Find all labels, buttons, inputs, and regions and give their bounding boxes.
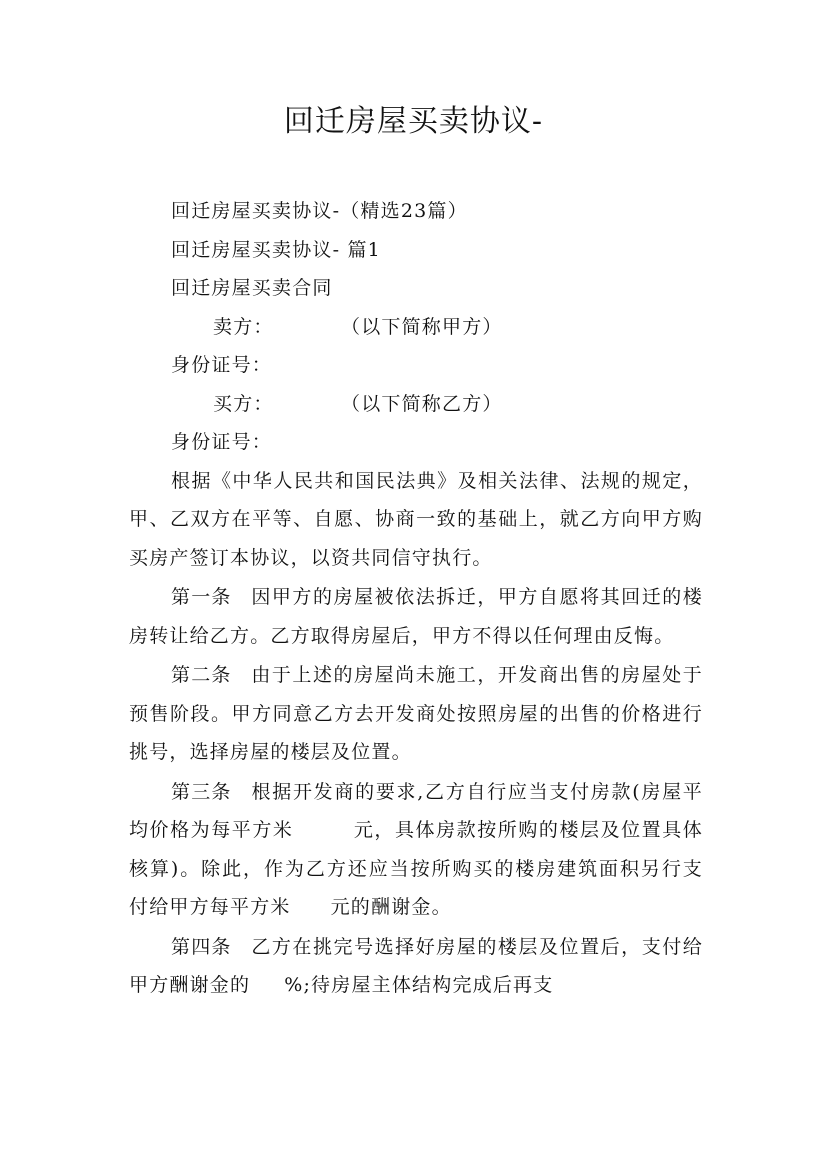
document-subtitle: 回迁房屋买卖协议-（精选23篇） bbox=[171, 200, 468, 222]
article-2-number: 第二条 bbox=[171, 664, 232, 686]
article-2-text: 由于上述的房屋尚未施工，开发商出售的房屋处于预售阶段。甲方同意乙方去开发商处按照房屋的出售的价格进行挑号，选择房屋的楼层及位置。 bbox=[129, 664, 703, 763]
article-3-text-part3: 元的酬谢金。 bbox=[330, 896, 452, 918]
article-3 bbox=[129, 773, 703, 927]
article-3-text-part2: 元，具体房款按所购的楼层及位置具体核算)。除此，作为乙方还应当按所购买的楼房建筑面积另行支付给甲方每平方米 bbox=[129, 819, 703, 918]
article-4 bbox=[129, 928, 703, 1005]
buyer-line bbox=[129, 385, 703, 424]
article-2 bbox=[129, 656, 703, 772]
article-4-text-part1: 乙方在挑完号选择好房屋的楼层及位置后，支付给甲方酬谢金的 bbox=[129, 935, 703, 996]
article-3-number: 第三条 bbox=[171, 780, 232, 803]
article-1 bbox=[129, 578, 703, 655]
article-4-number: 第四条 bbox=[171, 935, 232, 958]
document-title: 回迁房屋买卖协议- bbox=[283, 104, 544, 139]
seller-note: （以下简称甲方） bbox=[341, 315, 503, 338]
document-body bbox=[129, 192, 703, 1005]
buyer-label: 买方： bbox=[213, 392, 274, 415]
buyer-note: （以下简称乙方） bbox=[341, 392, 503, 415]
buyer-id-label: 身份证号： bbox=[171, 431, 273, 453]
article-1-text: 因甲方的房屋被依法拆迁，甲方自愿将其回迁的楼房转让给乙方。乙方取得房屋后，甲方不得以任何理由反悔。 bbox=[129, 586, 703, 647]
article-3-text-part1: 根据开发商的要求,乙方自行应当支付房款(房屋平均价格为每平方米 bbox=[129, 780, 703, 841]
seller-line bbox=[129, 308, 703, 347]
article-4-text-part2: %;待房屋主体结构完成后再支 bbox=[284, 974, 554, 996]
section-heading: 回迁房屋买卖协议- 篇1 bbox=[171, 238, 381, 261]
seller-label: 卖方： bbox=[213, 315, 274, 338]
contract-title: 回迁房屋买卖合同 bbox=[171, 277, 333, 299]
seller-id-label: 身份证号： bbox=[171, 354, 273, 376]
preamble-paragraph: 根据《中华人民共和国民法典》及相关法律、法规的规定，甲、乙双方在平等、自愿、协商一致的基础上，就乙方向甲方购买房产签订本协议，以资共同信守执行。 bbox=[129, 469, 703, 569]
article-1-number: 第一条 bbox=[171, 586, 232, 608]
